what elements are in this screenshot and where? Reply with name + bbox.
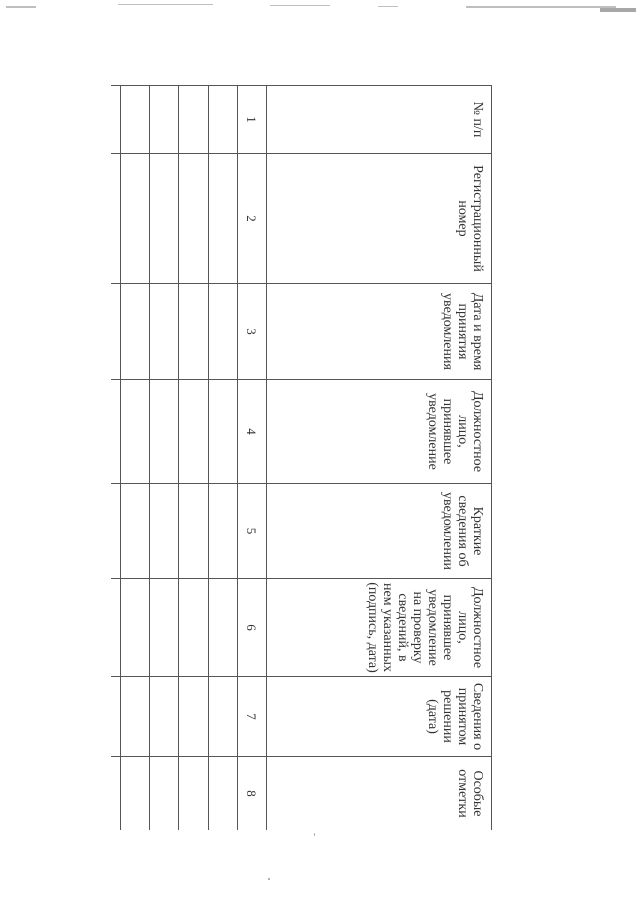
- table-cell: [179, 579, 209, 677]
- scan-speck: [314, 833, 315, 836]
- scan-artifact: [378, 6, 398, 7]
- table-cell: [179, 380, 209, 484]
- table-cell: [121, 284, 150, 380]
- column-number: 6: [238, 579, 267, 677]
- table-header-row: [267, 86, 492, 831]
- table-cell: [121, 677, 150, 757]
- table-cell: [111, 757, 121, 831]
- column-number: 8: [238, 757, 267, 831]
- table-cell: [179, 154, 209, 284]
- scan-speck: [268, 878, 270, 880]
- column-number: 5: [238, 484, 267, 579]
- header-special-notes: Особые отметки: [267, 757, 492, 831]
- table-cell: [179, 677, 209, 757]
- table-cell: [150, 677, 179, 757]
- table-cell: [121, 380, 150, 484]
- table-cell: [209, 380, 238, 484]
- table-cell: [111, 579, 121, 677]
- table-cell: [179, 86, 209, 154]
- table-cell: [209, 579, 238, 677]
- table-cell: [179, 484, 209, 579]
- table-cell: [209, 86, 238, 154]
- header-registration-number: Регистрационный номер: [267, 154, 492, 284]
- scan-artifact: [118, 4, 213, 5]
- table-cell: [150, 86, 179, 154]
- table-cell: [121, 154, 150, 284]
- table-cell: [150, 284, 179, 380]
- table-row: [209, 86, 238, 831]
- column-number: 1: [238, 86, 267, 154]
- table-cell: [209, 154, 238, 284]
- scan-artifact: [466, 6, 616, 8]
- header-official-verification: Должностное лицо, принявшее уведомление на проверку сведений, в нем указанных (подпись, дата): [267, 579, 492, 677]
- table-cell: [111, 154, 121, 284]
- table-cell: [150, 380, 179, 484]
- table-cell: [150, 757, 179, 831]
- table-cell: [121, 86, 150, 154]
- table-cell: [111, 86, 121, 154]
- table-cell: [150, 154, 179, 284]
- table-cell: [111, 380, 121, 484]
- notification-register-table: [111, 85, 492, 830]
- header-official-received: Должностное лицо, принявшее уведомление: [267, 380, 492, 484]
- table-row: [179, 86, 209, 831]
- table-cell: [111, 677, 121, 757]
- column-number-row: [238, 86, 267, 831]
- table-cell: [209, 484, 238, 579]
- table-cell: [150, 579, 179, 677]
- table-cell: [209, 677, 238, 757]
- scan-top-edge: [0, 0, 640, 16]
- table-row: [150, 86, 179, 831]
- table-cell: [179, 284, 209, 380]
- notification-register-page: [111, 85, 492, 830]
- column-number: 4: [238, 380, 267, 484]
- table-row: [111, 86, 121, 831]
- table-cell: [150, 484, 179, 579]
- table-cell: [111, 284, 121, 380]
- scan-artifact: [600, 8, 636, 12]
- table-cell: [209, 757, 238, 831]
- scan-artifact: [6, 6, 36, 8]
- column-number: 2: [238, 154, 267, 284]
- table-row: [121, 86, 150, 831]
- table-cell: [209, 284, 238, 380]
- table-cell: [121, 579, 150, 677]
- table-cell: [179, 757, 209, 831]
- header-decision-info: Сведения о принятом решении (дата): [267, 677, 492, 757]
- column-number: 7: [238, 677, 267, 757]
- table-cell: [111, 484, 121, 579]
- header-brief-info: Краткие сведения об уведомлении: [267, 484, 492, 579]
- table-cell: [121, 757, 150, 831]
- table-cell: [121, 484, 150, 579]
- header-row-number: № п/п: [267, 86, 492, 154]
- scan-artifact: [270, 5, 330, 6]
- header-date-time-received: Дата и время принятия уведомления: [267, 284, 492, 380]
- column-number: 3: [238, 284, 267, 380]
